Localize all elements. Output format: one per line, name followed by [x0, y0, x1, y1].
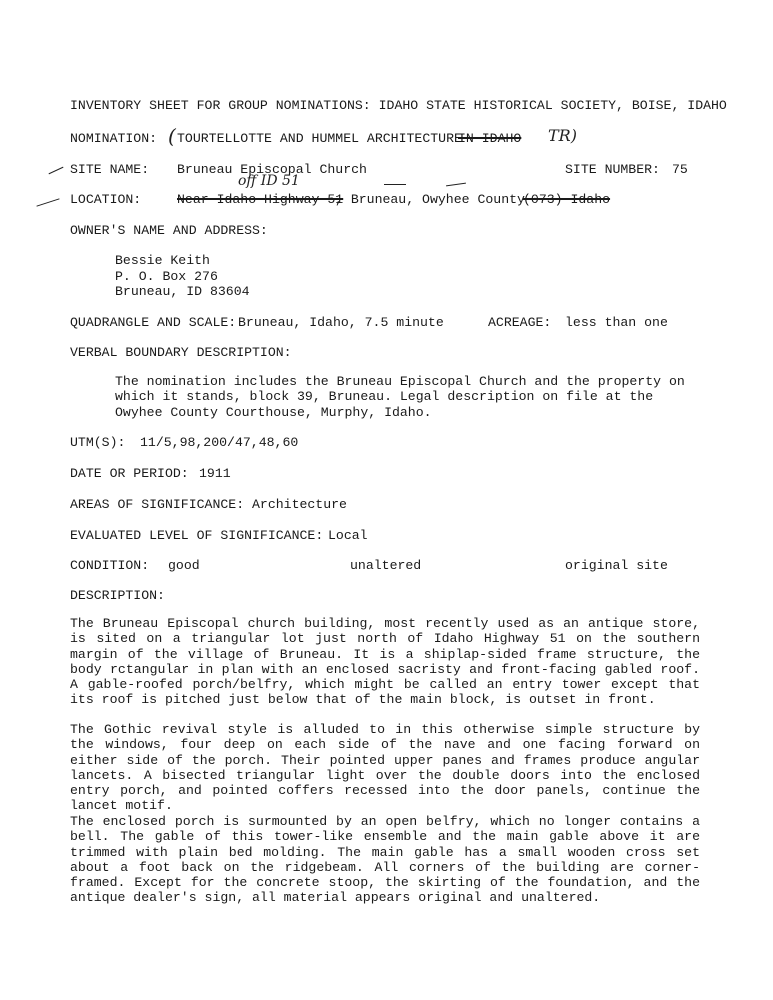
- nomination-label: NOMINATION:: [70, 131, 158, 146]
- acreage-value: less than one: [565, 315, 668, 330]
- boundary-label: VERBAL BOUNDARY DESCRIPTION:: [70, 345, 292, 360]
- location-handwritten: off ID 51: [238, 173, 300, 189]
- condition-v1: good: [168, 558, 200, 573]
- owner-label: OWNER'S NAME AND ADDRESS:: [70, 223, 268, 238]
- date-label: DATE OR PERIOD:: [70, 466, 189, 481]
- site-name-label: SITE NAME:: [70, 162, 150, 177]
- date-value: 1911: [199, 466, 231, 481]
- quadrangle-value: Bruneau, Idaho, 7.5 minute: [238, 315, 444, 330]
- condition-v3: original site: [565, 558, 668, 573]
- nomination-paren: (: [168, 124, 176, 148]
- site-number-label: SITE NUMBER:: [565, 162, 660, 177]
- level-value: Local: [328, 528, 368, 543]
- owner-address-1: P. O. Box 276: [115, 269, 218, 284]
- hand-mark-2: [446, 183, 466, 187]
- description-label: DESCRIPTION:: [70, 588, 165, 603]
- boundary-text: The nomination includes the Bruneau Episcopal Church and the property on which it stands, block 39, Bruneau. Legal description on file at the Owyhee County Courthouse, Murphy, Idaho.: [115, 374, 685, 420]
- site-number-value: 75: [672, 162, 688, 177]
- inventory-header: INVENTORY SHEET FOR GROUP NOMINATIONS: IDAHO STATE HISTORICAL SOCIETY, BOISE, IDAHO: [70, 98, 727, 113]
- location-value: , Bruneau, Owyhee County: [335, 192, 525, 207]
- description-paragraph-1: The Bruneau Episcopal church building, most recently used as an antique store, is sited on a triangular lot just north of Idaho Highway 51 on the southern margin of the village of Bruneau. It is a shiplap-sided frame structure, the body rctangular in plan with an enclosed sacristy and front-facing gabled roof. A gable-roofed porch/belfry, which might be called an entry tower except that its roof is pitched just below that of the main block, is outset in front.: [70, 616, 700, 708]
- areas-label: AREAS OF SIGNIFICANCE:: [70, 497, 245, 512]
- quadrangle-label: QUADRANGLE AND SCALE:: [70, 315, 237, 330]
- description-paragraph-2: The Gothic revival style is alluded to in this otherwise simple structure by the windows, four deep on each side of the nave and one facing forward on either side of the porch. Their pointed upper panes and frames produce angular lancets. A bisected triangular light over the double doors into the enclosed entry porch, and pointed coffers recessed into the door panels, continue the lancet motif.: [70, 722, 700, 814]
- acreage-label: ACREAGE:: [488, 315, 552, 330]
- location-struck-1: Near Idaho Highway 51: [177, 192, 344, 207]
- check-mark-site: [49, 167, 64, 175]
- nomination-handwritten: TR): [548, 126, 577, 145]
- level-label: EVALUATED LEVEL OF SIGNIFICANCE:: [70, 528, 324, 543]
- owner-address-2: Bruneau, ID 83604: [115, 284, 250, 299]
- utm-label: UTM(S):: [70, 435, 126, 450]
- site-name-value: Bruneau Episcopal Church: [177, 162, 367, 177]
- location-label: LOCATION:: [70, 192, 142, 207]
- description-paragraph-3: The enclosed porch is surmounted by an open belfry, which no longer contains a bell. The gable of this tower-like ensemble and the main gable above it are trimmed with plain bed molding. The main gable has a small wooden cross set about a foot back on the ridgebeam. All corners of the building are corner-framed. Except for the concrete stoop, the skirting of the foundation, and the antique dealer's sign, all material appears original and unaltered.: [70, 814, 700, 906]
- condition-v2: unaltered: [350, 558, 422, 573]
- nomination-value: TOURTELLOTTE AND HUMMEL ARCHITECTURE: [177, 131, 462, 146]
- condition-label: CONDITION:: [70, 558, 150, 573]
- check-mark-location: [36, 198, 59, 206]
- location-struck-2: (073) Idaho: [523, 192, 611, 207]
- owner-name: Bessie Keith: [115, 253, 210, 268]
- utm-value: 11/5,98,200/47,48,60: [140, 435, 299, 450]
- hand-mark-1: [384, 184, 406, 185]
- areas-value: Architecture: [252, 497, 347, 512]
- nomination-struck: IN IDAHO: [458, 131, 522, 146]
